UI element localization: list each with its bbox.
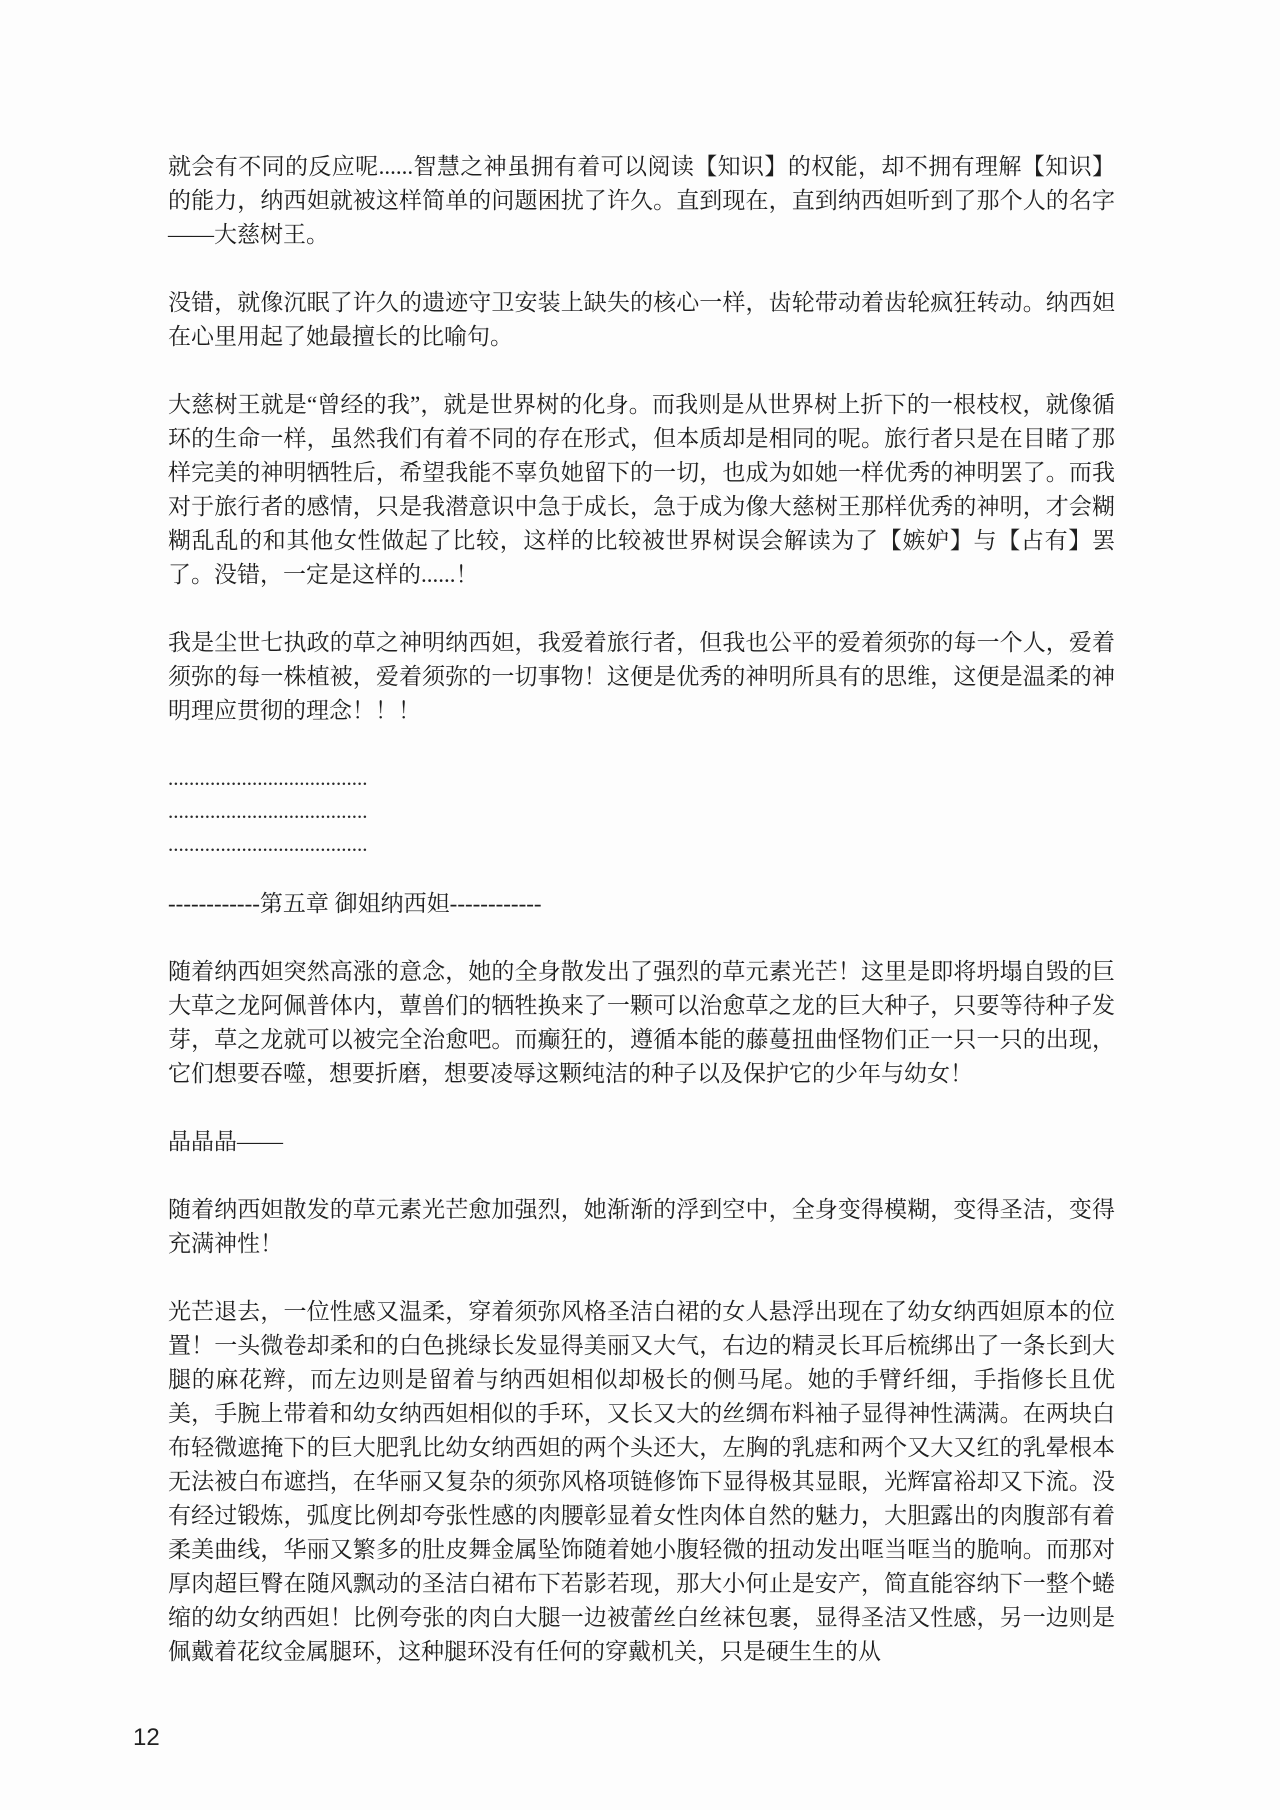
body-paragraph: 晶晶晶——	[168, 1129, 283, 1154]
dots-separator: ......................................	[168, 766, 368, 790]
body-paragraph: 光芒退去，一位性感又温柔，穿着须弥风格圣洁白裙的女人悬浮出现在了幼女纳西妲原本的位置！一头微卷却柔和的白色挑绿长发显得美丽又大气，右边的精灵长耳后梳绑出了一条长到大腿的麻花辫，而左边则是留着与纳西妲相似却极长的侧马尾。她的手臂纤细，手指修长且优美，手腕上带着和幼女纳西妲相似的手环，又长又大的丝绸布料袖子显得神性满满。在两块白布轻微遮掩下的巨大肥乳比幼女纳西妲的两个头还大，左胸的乳痣和两个又大又红的乳晕根本无法被白布遮挡，在华丽又复杂的须弥风格项链修饰下显得极其显眼，光辉富裕却又下流。没有经过锻炼，弧度比例却夸张性感的肉腰彰显着女性肉体自然的魅力，大胆露出的肉腹部有着柔美曲线，华丽又繁多的肚皮舞金属坠饰随着她小腹轻微的扭动发出哐当哐当的脆响。而那对厚肉超巨臀在随风飘动的圣洁白裙布下若影若现，那大小何止是安产，简直能容纳下一整个蜷缩的幼女纳西妲！比例夸张的肉白大腿一边被蕾丝白丝袜包裹，显得圣洁又性感，另一边则是佩戴着花纹金属腿环，这种腿环没有任何的穿戴机关，只是硬生生的从	[168, 1299, 1115, 1664]
body-paragraph: 随着纳西妲突然高涨的意念，她的全身散发出了强烈的草元素光芒！这里是即将坍塌自毁的巨大草之龙阿佩普体内，蕈兽们的牺牲换来了一颗可以治愈草之龙的巨大种子，只要等待种子发芽，草之龙就可以被完全治愈吧。而癫狂的，遵循本能的藤蔓扭曲怪物们正一只一只的出现，它们想要吞噬，想要折磨，想要凌辱这颗纯洁的种子以及保护它的少年与幼女！	[168, 959, 1115, 1086]
dots-separator: ......................................	[168, 832, 368, 856]
body-paragraph: 我是尘世七执政的草之神明纳西妲，我爱着旅行者，但我也公平的爱着须弥的每一个人，爱着须弥的每一株植被，爱着须弥的一切事物！这便是优秀的神明所具有的思维，这便是温柔的神明理应贯彻的理念！！！	[168, 630, 1115, 723]
chapter-heading: ------------第五章 御姐纳西妲------------	[168, 891, 542, 916]
dots-separator: ......................................	[168, 799, 368, 823]
body-paragraph: 就会有不同的反应呢......智慧之神虽拥有着可以阅读【知识】的权能，却不拥有理解【知识】的能力，纳西妲就被这样简单的问题困扰了许久。直到现在，直到纳西妲听到了那个人的名字——大慈树王。	[168, 154, 1115, 247]
page-number: 12	[133, 1724, 160, 1751]
body-paragraph: 大慈树王就是“曾经的我”，就是世界树的化身。而我则是从世界树上折下的一根枝杈，就像循环的生命一样，虽然我们有着不同的存在形式，但本质却是相同的呢。旅行者只是在目睹了那样完美的神明牺牲后，希望我能不辜负她留下的一切，也成为如她一样优秀的神明罢了。而我对于旅行者的感情，只是我潜意识中急于成长，急于成为像大慈树王那样优秀的神明，才会糊糊乱乱的和其他女性做起了比较，这样的比较被世界树误会解读为了【嫉妒】与【占有】罢了。没错，一定是这样的......！	[168, 392, 1115, 587]
body-paragraph: 没错，就像沉眠了许久的遗迹守卫安装上缺失的核心一样，齿轮带动着齿轮疯狂转动。纳西妲在心里用起了她最擅长的比喻句。	[168, 290, 1115, 349]
page-content	[168, 150, 1115, 1703]
body-paragraph: 随着纳西妲散发的草元素光芒愈加强烈，她渐渐的浮到空中，全身变得模糊，变得圣洁，变得充满神性！	[168, 1197, 1115, 1256]
